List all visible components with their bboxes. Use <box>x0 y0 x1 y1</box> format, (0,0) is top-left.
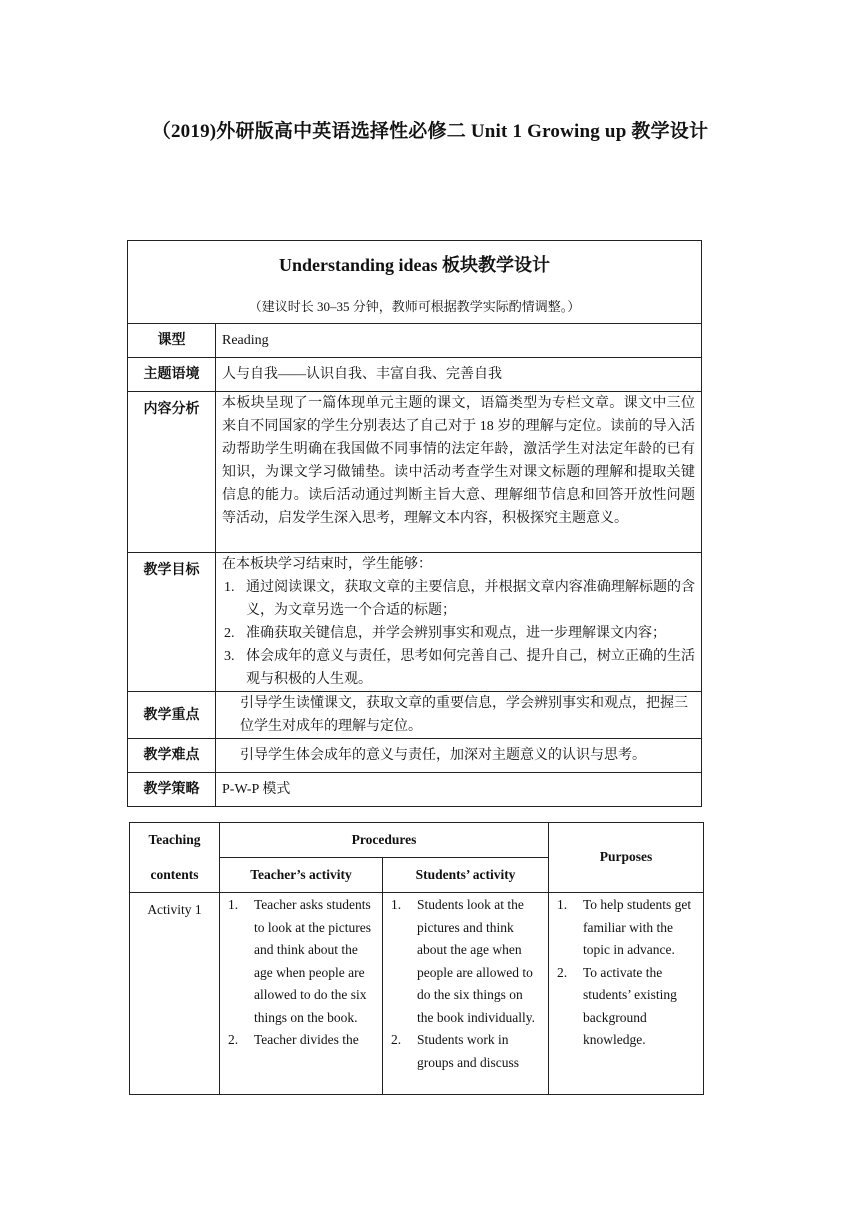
key-points-value: 引导学生读懂课文，获取文章的重要信息，学会辨别事实和观点，把握三位学生对成年的理解与定位。 <box>216 692 702 739</box>
teacher-activity-header: Teacher’s activity <box>220 858 383 893</box>
design-table <box>127 240 702 807</box>
type-label: 课型 <box>128 324 216 358</box>
difficult-points-label: 教学难点 <box>128 739 216 773</box>
difficult-points-value: 引导学生体会成年的意义与责任，加深对主题意义的认识与思考。 <box>216 739 702 773</box>
section-heading: Understanding ideas 板块教学设计 <box>278 255 551 275</box>
purposes-list <box>555 894 697 1052</box>
strategy-value: P-W-P 模式 <box>216 773 702 807</box>
goals-cell <box>216 553 702 692</box>
teacher-steps <box>226 894 376 1052</box>
context-label: 主题语境 <box>128 358 216 392</box>
teacher-activity-cell <box>220 893 383 1095</box>
design-table-header <box>128 241 702 324</box>
students-activity-cell <box>383 893 549 1095</box>
list-item: 2. To activate the students’ existing background knowledge. <box>557 964 677 1047</box>
document-title: （2019)外研版高中英语选择性必修二 Unit 1 Growing up 教学设计 <box>151 121 709 142</box>
key-points-label: 教学重点 <box>128 692 216 739</box>
goals-intro: 在本板块学习结束时，学生能够： <box>222 557 432 572</box>
analysis-value: 本板块呈现了一篇体现单元主题的课文，语篇类型为专栏文章。课文中三位来自不同国家的学生分别表达了自己对于 18 岁的理解与定位。读前的导入活动帮助学生明确在我国做不同事情的法定年龄，激活学生对法定年龄的已有知识，为课文学习做铺垫。读中活动考查学生对课文标题的理解和提取关键信息的能力。读后活动通过判断主旨大意、理解细节信息和回答开放性问题等活动，启发学生深入思考，理解文本内容，积极探究主题意义。 <box>216 392 702 553</box>
goals-label: 教学目标 <box>128 553 216 692</box>
list-item: 2. Teacher divides the <box>228 1032 359 1047</box>
students-activity-header: Students’ activity <box>383 858 549 893</box>
activity-label: Activity 1 <box>130 893 220 1095</box>
duration-note: （建议时长 30–35 分钟，教师可根据教学实际酌情调整。） <box>248 299 581 314</box>
goal-item: 3. 体会成年的意义与责任，思考如何完善自己、提升自己，树立正确的生活观与积极的人生观。 <box>224 649 696 687</box>
list-item: 1. Students look at the pictures and think about the age when people are allowed to do the six things on the book individually. <box>391 897 535 1025</box>
goal-item: 1. 通过阅读课文，获取文章的主要信息，并根据文章内容准确理解标题的含义，为文章另选一个合适的标题； <box>224 580 696 618</box>
list-item: 1. Teacher asks students to look at the pictures and think about the age when people are allowed to do the six things on the book. <box>228 897 371 1025</box>
goal-item: 2. 准确获取关键信息，并学会辨别事实和观点，进一步理解课文内容； <box>224 626 666 641</box>
list-item: 2. Students work in groups and discuss <box>391 1032 519 1070</box>
analysis-label: 内容分析 <box>128 392 216 553</box>
strategy-label: 教学策略 <box>128 773 216 807</box>
procedures-header: Procedures <box>220 823 549 858</box>
procedure-table <box>129 822 704 1095</box>
purposes-cell <box>549 893 704 1095</box>
student-steps <box>389 894 542 1074</box>
goals-list <box>222 576 695 691</box>
list-item: 1. To help students get familiar with the topic in advance. <box>557 897 692 957</box>
purposes-header: Purposes <box>549 823 704 893</box>
type-value: Reading <box>216 324 702 358</box>
context-value: 人与自我——认识自我、丰富自我、完善自我 <box>216 358 702 392</box>
teaching-contents-header: Teaching contents <box>130 823 220 893</box>
